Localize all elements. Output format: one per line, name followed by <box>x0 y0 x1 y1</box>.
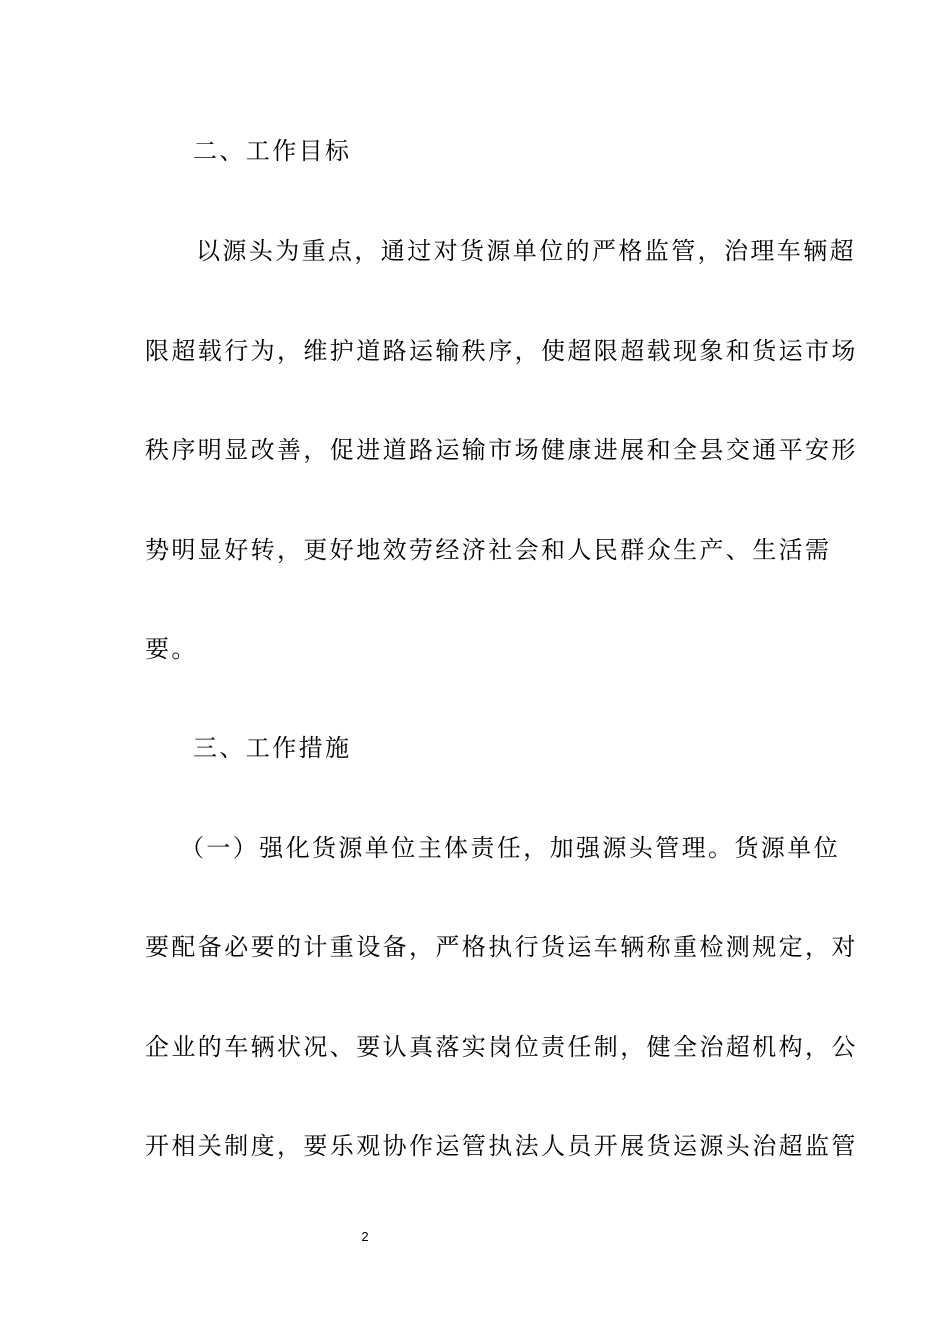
section-heading-work-goals: 二、工作目标 <box>193 137 352 165</box>
paragraph-line: 秩序明显改善，促进道路运输市场健康进展和全县交通平安形 <box>145 436 858 464</box>
paragraph-line: 势明显好转，更好地效劳经济社会和人民群众生产、生活需 <box>145 536 832 564</box>
section-heading-work-measures: 三、工作措施 <box>193 734 352 762</box>
paragraph-line: 限超载行为，维护道路运输秩序，使超限超载现象和货运市场 <box>145 337 858 365</box>
paragraph-line: 开相关制度，要乐观协作运管执法人员开展货运源头治超监管 <box>145 1132 858 1160</box>
paragraph-line: 要。 <box>145 635 198 663</box>
paragraph-line: 要配备必要的计重设备，严格执行货运车辆称重检测规定，对 <box>145 933 858 961</box>
paragraph-line: 企业的车辆状况、要认真落实岗位责任制，健全治超机构，公 <box>145 1033 858 1061</box>
paragraph-line: 以源头为重点，通过对货源单位的严格监管，治理车辆超 <box>196 237 856 265</box>
paragraph-line: （一）强化货源单位主体责任，加强源头管理。货源单位 <box>180 834 840 862</box>
page-number: 2 <box>361 1229 369 1244</box>
